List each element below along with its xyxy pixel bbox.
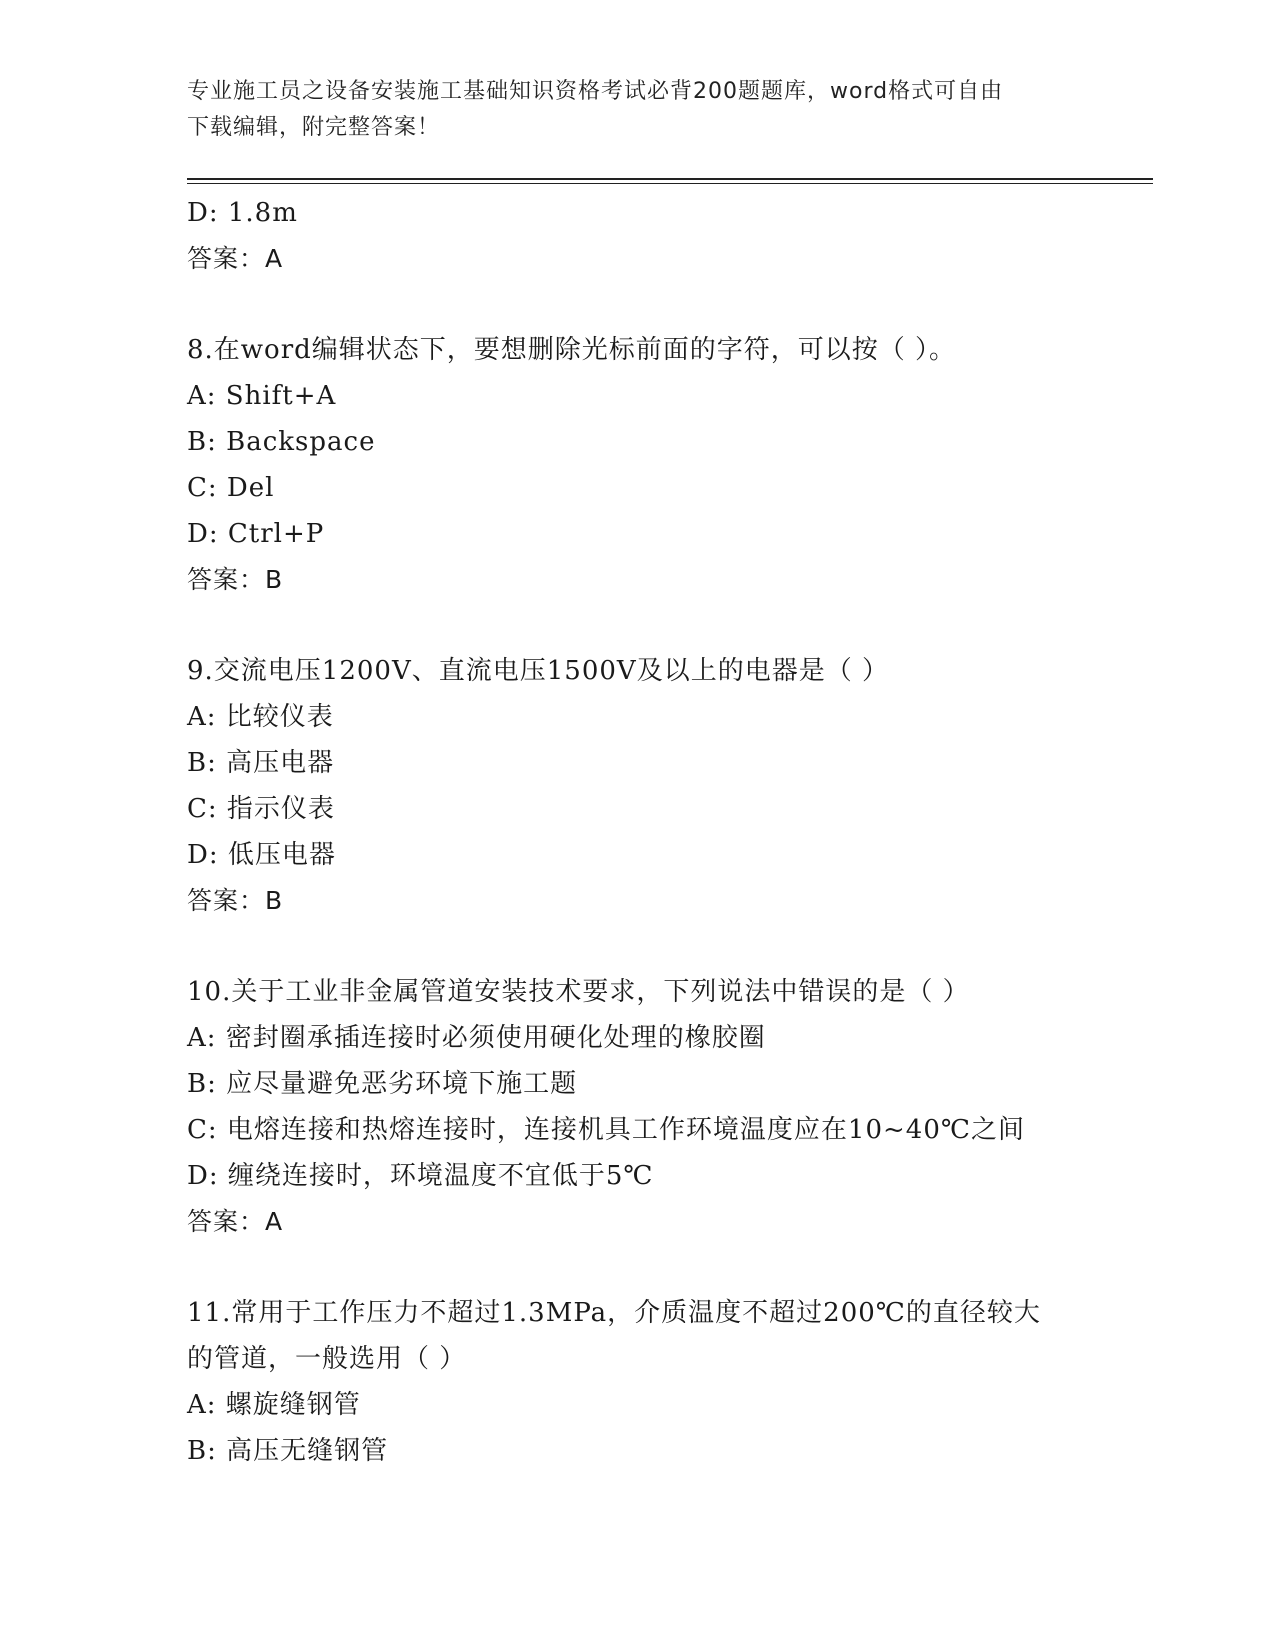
option-a: A: 比较仪表 xyxy=(187,702,334,732)
option-b: B: 高压电器 xyxy=(187,748,335,778)
header-line-2: 下载编辑，附完整答案！ xyxy=(187,115,441,140)
previous-question-tail xyxy=(187,190,1127,282)
option-a: A: 螺旋缝钢管 xyxy=(187,1390,361,1420)
option-a: A: 密封圈承插连接时必须使用硬化处理的橡胶圈 xyxy=(187,1023,766,1053)
question-text: 10.关于工业非金属管道安装技术要求，下列说法中错误的是（ ） xyxy=(187,977,970,1007)
question-9 xyxy=(187,648,1127,924)
question-11 xyxy=(187,1290,1127,1474)
option-b: B: Backspace xyxy=(187,427,376,457)
document-header xyxy=(187,74,1087,146)
question-10 xyxy=(187,969,1127,1245)
option-d: D: Ctrl+P xyxy=(187,519,325,549)
option-c: C: 指示仪表 xyxy=(187,794,335,824)
question-text: 8.在word编辑状态下，要想删除光标前面的字符，可以按（ ）。 xyxy=(187,335,957,365)
option-d: D: 低压电器 xyxy=(187,840,336,870)
option-d: D: 1.8m xyxy=(187,198,298,228)
option-b: B: 应尽量避免恶劣环境下施工题 xyxy=(187,1069,578,1099)
answer-line: 答案：B xyxy=(187,565,284,594)
header-line-1: 专业施工员之设备安装施工基础知识资格考试必背200题题库，word格式可自由 xyxy=(187,79,1004,104)
answer-line: 答案：A xyxy=(187,1207,284,1236)
option-b: B: 高压无缝钢管 xyxy=(187,1436,389,1466)
answer-line: 答案：A xyxy=(187,244,284,273)
option-a: A: Shift+A xyxy=(187,381,337,411)
header-divider xyxy=(187,178,1153,180)
option-c: C: 电熔连接和热熔连接时，连接机具工作环境温度应在10~40℃之间 xyxy=(187,1115,1025,1145)
question-list xyxy=(187,190,1127,1474)
question-text-line-1: 11.常用于工作压力不超过1.3MPa，介质温度不超过200℃的直径较大 xyxy=(187,1298,1041,1328)
question-text: 9.交流电压1200V、直流电压1500V及以上的电器是（ ） xyxy=(187,656,889,686)
header-divider-thin xyxy=(187,183,1153,184)
question-8 xyxy=(187,327,1127,603)
option-c: C: Del xyxy=(187,473,275,503)
option-d: D: 缠绕连接时，环境温度不宜低于5℃ xyxy=(187,1161,654,1191)
answer-line: 答案：B xyxy=(187,886,284,915)
question-text-line-2: 的管道，一般选用（ ） xyxy=(187,1344,467,1374)
